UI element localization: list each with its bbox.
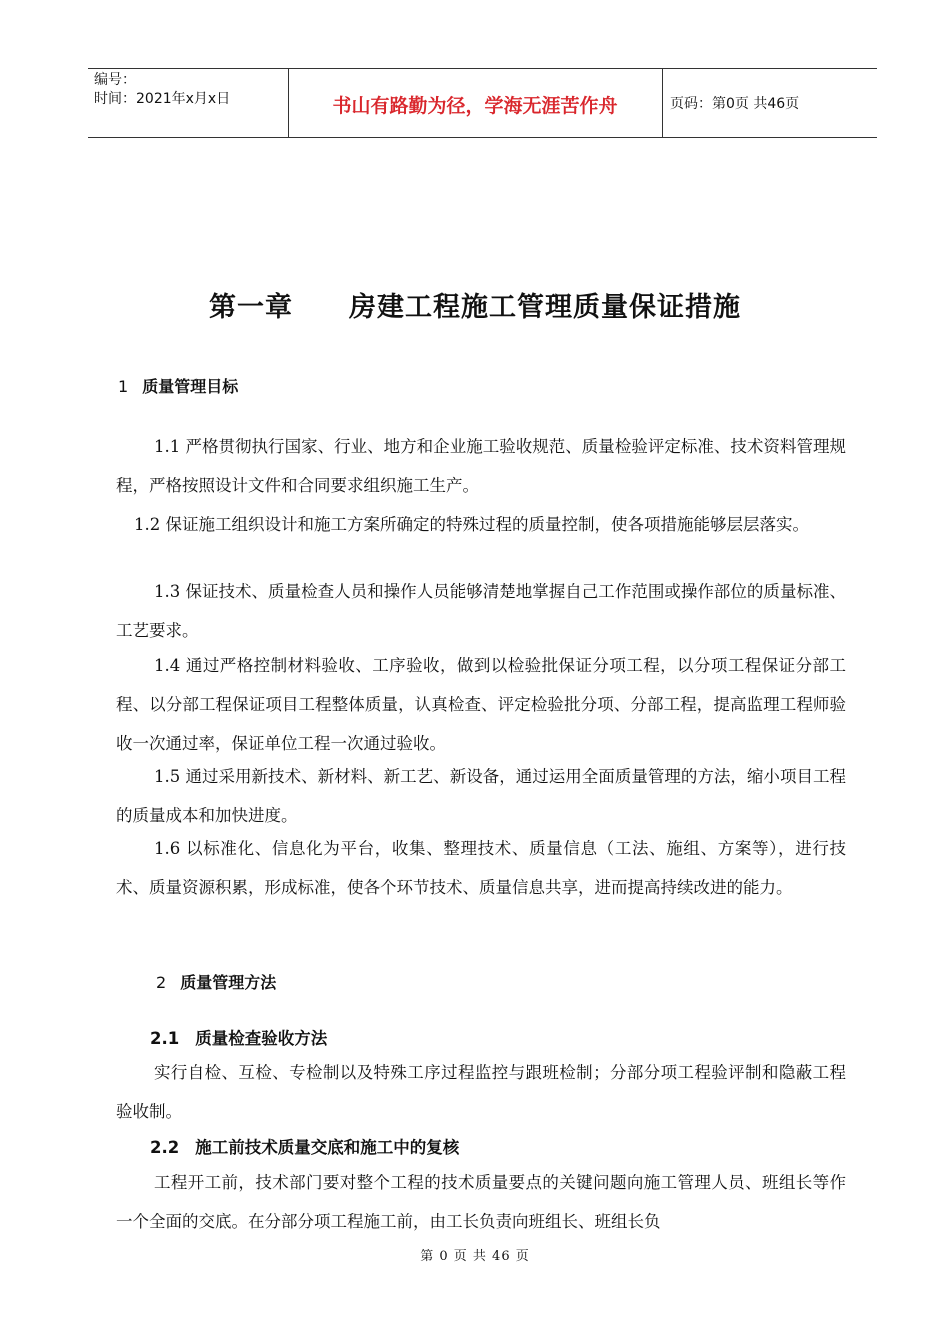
chapter-title (0, 285, 950, 324)
chapter-number: 第一章 (209, 292, 293, 323)
serial-label: 编号： (94, 72, 136, 88)
paragraph: 1.2 保证施工组织设计和施工方案所确定的特殊过程的质量控制，使各项措施能够层层落实。 (134, 515, 809, 534)
paragraph: 1.5 通过采用新技术、新材料、新工艺、新设备，通过运用全面质量管理的方法，缩小项目工程的质量成本和加快进度。 (116, 767, 846, 825)
header-page-info: 页码：第0页 共46页 (670, 96, 800, 112)
section-heading (118, 374, 238, 397)
header-meta (94, 71, 230, 109)
header-divider (662, 69, 663, 137)
paragraph: 1.6 以标准化、信息化为平台，收集、整理技术、质量信息（工法、施组、方案等），进行技术、质量资源积累，形成标准，使各个环节技术、质量信息共享，进而提高持续改进的能力。 (116, 839, 846, 897)
section-number: 1 (118, 377, 129, 396)
subsection-heading (150, 1025, 327, 1049)
paragraph: 1.4 通过严格控制材料验收、工序验收，做到以检验批保证分项工程，以分项工程保证分部工程、以分部工程保证项目工程整体质量，认真检查、评定检验批分项、分部工程，提高监理工程师验收一次通过率，保证单位工程一次通过验收。 (116, 656, 846, 753)
time-label: 时间：2021年x月x日 (94, 91, 231, 107)
section-title: 质量管理目标 (142, 377, 239, 396)
subsection-number: 2.1 (150, 1029, 180, 1048)
paragraph: 1.3 保证技术、质量检查人员和操作人员能够清楚地掌握自己工作范围或操作部位的质量标准、工艺要求。 (116, 582, 846, 640)
chapter-name: 房建工程施工管理质量保证措施 (349, 292, 741, 323)
subsection-title: 施工前技术质量交底和施工中的复核 (195, 1138, 460, 1157)
paragraph: 1.1 严格贯彻执行国家、行业、地方和企业施工验收规范、质量检验评定标准、技术资料管理规程，严格按照设计文件和合同要求组织施工生产。 (116, 437, 846, 495)
section-number: 2 (156, 973, 167, 992)
page-header (88, 68, 877, 138)
subsection-title: 质量检查验收方法 (195, 1029, 328, 1048)
subsection-number: 2.2 (150, 1138, 180, 1157)
header-motto: 书山有路勤为径，学海无涯苦作舟 (332, 95, 618, 117)
paragraph: 工程开工前，技术部门要对整个工程的技术质量要点的关键问题向施工管理人员、班组长等作一个全面的交底。在分部分项工程施工前，由工长负责向班组长、班组长负 (116, 1173, 846, 1231)
paragraph: 实行自检、互检、专检制以及特殊工序过程监控与跟班检制；分部分项工程验评制和隐蔽工程验收制。 (116, 1063, 846, 1121)
page-footer: 第 0 页 共 46 页 (420, 1249, 530, 1264)
subsection-heading (150, 1134, 459, 1158)
section-heading (156, 970, 276, 993)
section-title: 质量管理方法 (180, 973, 277, 992)
